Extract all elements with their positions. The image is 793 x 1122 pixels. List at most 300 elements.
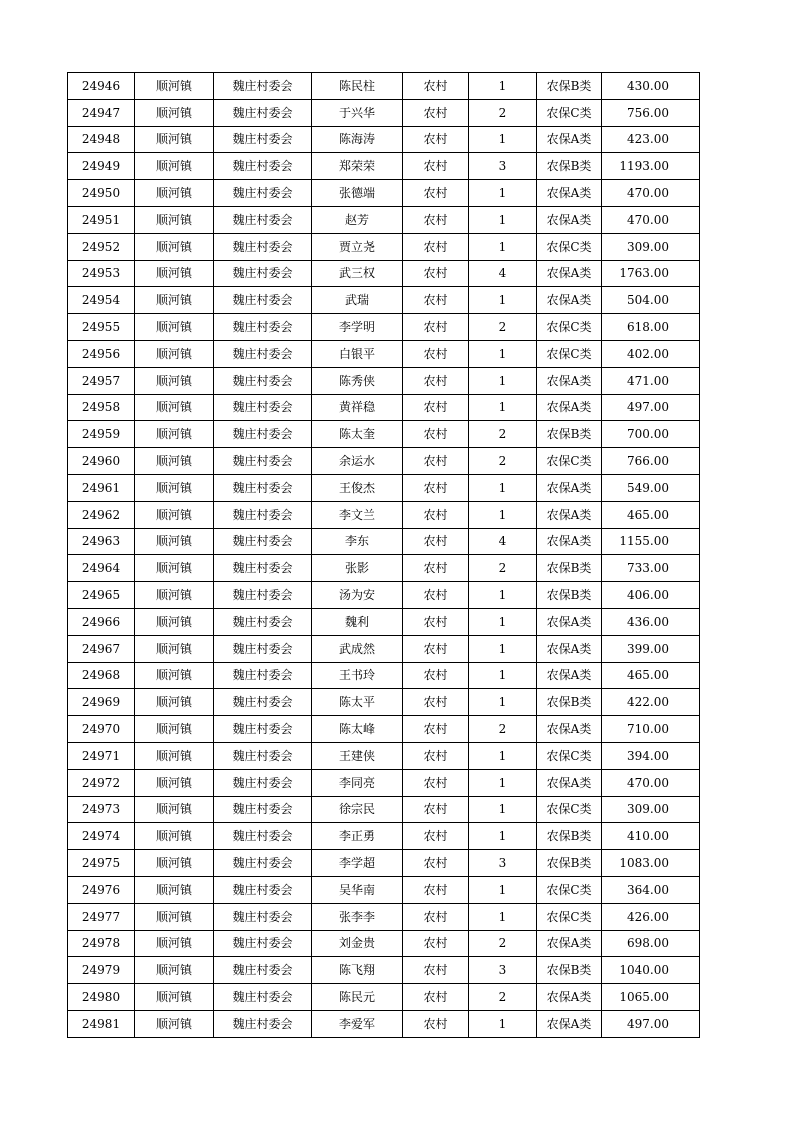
record-id-cell: 24964 (68, 555, 135, 582)
area-type-cell: 农村 (403, 99, 469, 126)
table-row (68, 367, 700, 394)
amount-cell: 436.00 (602, 608, 700, 635)
person-name-cell: 刘金贵 (312, 930, 403, 957)
area-type-cell: 农村 (403, 260, 469, 287)
insurance-category-cell: 农保B类 (537, 421, 602, 448)
insurance-category-cell: 农保A类 (537, 206, 602, 233)
village-committee-cell: 魏庄村委会 (214, 394, 312, 421)
household-count-cell: 1 (469, 662, 537, 689)
insurance-category-cell: 农保A类 (537, 662, 602, 689)
person-name-cell: 白银平 (312, 340, 403, 367)
person-name-cell: 李东 (312, 528, 403, 555)
table-row (68, 394, 700, 421)
record-id-cell: 24958 (68, 394, 135, 421)
insurance-category-cell: 农保A类 (537, 1010, 602, 1037)
household-count-cell: 1 (469, 742, 537, 769)
household-count-cell: 4 (469, 528, 537, 555)
insurance-category-cell: 农保C类 (537, 340, 602, 367)
table-row (68, 689, 700, 716)
area-type-cell: 农村 (403, 957, 469, 984)
household-count-cell: 1 (469, 903, 537, 930)
household-count-cell: 1 (469, 126, 537, 153)
town-cell: 顺河镇 (135, 394, 214, 421)
insurance-category-cell: 农保C类 (537, 233, 602, 260)
insurance-category-cell: 农保B类 (537, 153, 602, 180)
table-row (68, 769, 700, 796)
amount-cell: 756.00 (602, 99, 700, 126)
area-type-cell: 农村 (403, 314, 469, 341)
area-type-cell: 农村 (403, 930, 469, 957)
amount-cell: 402.00 (602, 340, 700, 367)
area-type-cell: 农村 (403, 769, 469, 796)
amount-cell: 394.00 (602, 742, 700, 769)
insurance-category-cell: 农保C类 (537, 448, 602, 475)
village-committee-cell: 魏庄村委会 (214, 957, 312, 984)
amount-cell: 733.00 (602, 555, 700, 582)
area-type-cell: 农村 (403, 421, 469, 448)
record-id-cell: 24971 (68, 742, 135, 769)
table-row (68, 930, 700, 957)
household-count-cell: 1 (469, 796, 537, 823)
insurance-category-cell: 农保A类 (537, 126, 602, 153)
household-count-cell: 2 (469, 984, 537, 1011)
town-cell: 顺河镇 (135, 823, 214, 850)
amount-cell: 710.00 (602, 716, 700, 743)
insurance-category-cell: 农保C类 (537, 742, 602, 769)
amount-cell: 430.00 (602, 73, 700, 100)
record-id-cell: 24959 (68, 421, 135, 448)
household-count-cell: 1 (469, 367, 537, 394)
table-row (68, 73, 700, 100)
person-name-cell: 陈民元 (312, 984, 403, 1011)
household-count-cell: 1 (469, 635, 537, 662)
area-type-cell: 农村 (403, 689, 469, 716)
town-cell: 顺河镇 (135, 180, 214, 207)
table-row (68, 448, 700, 475)
village-committee-cell: 魏庄村委会 (214, 206, 312, 233)
household-count-cell: 4 (469, 260, 537, 287)
record-id-cell: 24963 (68, 528, 135, 555)
record-id-cell: 24957 (68, 367, 135, 394)
town-cell: 顺河镇 (135, 850, 214, 877)
person-name-cell: 李同亮 (312, 769, 403, 796)
person-name-cell: 赵芳 (312, 206, 403, 233)
amount-cell: 549.00 (602, 474, 700, 501)
person-name-cell: 黄祥稳 (312, 394, 403, 421)
amount-cell: 700.00 (602, 421, 700, 448)
record-id-cell: 24961 (68, 474, 135, 501)
area-type-cell: 农村 (403, 876, 469, 903)
table-row (68, 260, 700, 287)
record-id-cell: 24972 (68, 769, 135, 796)
insurance-category-cell: 农保B类 (537, 689, 602, 716)
person-name-cell: 于兴华 (312, 99, 403, 126)
household-count-cell: 1 (469, 876, 537, 903)
record-id-cell: 24974 (68, 823, 135, 850)
town-cell: 顺河镇 (135, 367, 214, 394)
household-count-cell: 1 (469, 394, 537, 421)
town-cell: 顺河镇 (135, 608, 214, 635)
table-row (68, 555, 700, 582)
village-committee-cell: 魏庄村委会 (214, 126, 312, 153)
insurance-category-cell: 农保A类 (537, 260, 602, 287)
village-committee-cell: 魏庄村委会 (214, 582, 312, 609)
town-cell: 顺河镇 (135, 903, 214, 930)
household-count-cell: 2 (469, 99, 537, 126)
village-committee-cell: 魏庄村委会 (214, 716, 312, 743)
town-cell: 顺河镇 (135, 555, 214, 582)
village-committee-cell: 魏庄村委会 (214, 99, 312, 126)
record-id-cell: 24965 (68, 582, 135, 609)
area-type-cell: 农村 (403, 448, 469, 475)
amount-cell: 309.00 (602, 233, 700, 260)
household-count-cell: 1 (469, 206, 537, 233)
insurance-category-cell: 农保B类 (537, 957, 602, 984)
insurance-category-cell: 农保C类 (537, 314, 602, 341)
record-id-cell: 24949 (68, 153, 135, 180)
table-row (68, 608, 700, 635)
person-name-cell: 陈太奎 (312, 421, 403, 448)
town-cell: 顺河镇 (135, 448, 214, 475)
area-type-cell: 农村 (403, 555, 469, 582)
record-id-cell: 24973 (68, 796, 135, 823)
village-committee-cell: 魏庄村委会 (214, 823, 312, 850)
insurance-category-cell: 农保C类 (537, 876, 602, 903)
village-committee-cell: 魏庄村委会 (214, 662, 312, 689)
table-row (68, 126, 700, 153)
town-cell: 顺河镇 (135, 153, 214, 180)
town-cell: 顺河镇 (135, 233, 214, 260)
amount-cell: 406.00 (602, 582, 700, 609)
household-count-cell: 2 (469, 555, 537, 582)
area-type-cell: 农村 (403, 742, 469, 769)
town-cell: 顺河镇 (135, 474, 214, 501)
insurance-category-cell: 农保A类 (537, 984, 602, 1011)
record-id-cell: 24950 (68, 180, 135, 207)
amount-cell: 399.00 (602, 635, 700, 662)
village-committee-cell: 魏庄村委会 (214, 903, 312, 930)
person-name-cell: 吴华南 (312, 876, 403, 903)
town-cell: 顺河镇 (135, 957, 214, 984)
table-row (68, 957, 700, 984)
area-type-cell: 农村 (403, 903, 469, 930)
amount-cell: 465.00 (602, 501, 700, 528)
insurance-category-cell: 农保A类 (537, 716, 602, 743)
person-name-cell: 陈太平 (312, 689, 403, 716)
insurance-category-cell: 农保A类 (537, 528, 602, 555)
insurance-category-cell: 农保B类 (537, 850, 602, 877)
record-id-cell: 24954 (68, 287, 135, 314)
table-row (68, 314, 700, 341)
person-name-cell: 李爱军 (312, 1010, 403, 1037)
village-committee-cell: 魏庄村委会 (214, 742, 312, 769)
household-count-cell: 1 (469, 474, 537, 501)
record-id-cell: 24967 (68, 635, 135, 662)
village-committee-cell: 魏庄村委会 (214, 984, 312, 1011)
insurance-category-cell: 农保B类 (537, 823, 602, 850)
person-name-cell: 王俊杰 (312, 474, 403, 501)
records-table (67, 72, 700, 1038)
insurance-category-cell: 农保C类 (537, 796, 602, 823)
area-type-cell: 农村 (403, 340, 469, 367)
person-name-cell: 郑荣荣 (312, 153, 403, 180)
village-committee-cell: 魏庄村委会 (214, 314, 312, 341)
insurance-category-cell: 农保A类 (537, 474, 602, 501)
household-count-cell: 2 (469, 930, 537, 957)
area-type-cell: 农村 (403, 850, 469, 877)
table-row (68, 528, 700, 555)
area-type-cell: 农村 (403, 716, 469, 743)
insurance-category-cell: 农保A类 (537, 180, 602, 207)
household-count-cell: 1 (469, 340, 537, 367)
amount-cell: 470.00 (602, 769, 700, 796)
amount-cell: 1083.00 (602, 850, 700, 877)
person-name-cell: 魏利 (312, 608, 403, 635)
insurance-category-cell: 农保B类 (537, 582, 602, 609)
record-id-cell: 24948 (68, 126, 135, 153)
record-id-cell: 24966 (68, 608, 135, 635)
town-cell: 顺河镇 (135, 1010, 214, 1037)
amount-cell: 309.00 (602, 796, 700, 823)
record-id-cell: 24946 (68, 73, 135, 100)
insurance-category-cell: 农保A类 (537, 930, 602, 957)
record-id-cell: 24980 (68, 984, 135, 1011)
amount-cell: 1193.00 (602, 153, 700, 180)
town-cell: 顺河镇 (135, 421, 214, 448)
table-row (68, 287, 700, 314)
village-committee-cell: 魏庄村委会 (214, 1010, 312, 1037)
person-name-cell: 陈太峰 (312, 716, 403, 743)
record-id-cell: 24952 (68, 233, 135, 260)
town-cell: 顺河镇 (135, 206, 214, 233)
table-row (68, 903, 700, 930)
table-row (68, 823, 700, 850)
town-cell: 顺河镇 (135, 287, 214, 314)
area-type-cell: 农村 (403, 608, 469, 635)
records-table-body (68, 73, 700, 1038)
person-name-cell: 陈民柱 (312, 73, 403, 100)
area-type-cell: 农村 (403, 662, 469, 689)
record-id-cell: 24962 (68, 501, 135, 528)
amount-cell: 470.00 (602, 180, 700, 207)
record-id-cell: 24975 (68, 850, 135, 877)
town-cell: 顺河镇 (135, 340, 214, 367)
amount-cell: 1040.00 (602, 957, 700, 984)
person-name-cell: 李学明 (312, 314, 403, 341)
table-row (68, 340, 700, 367)
amount-cell: 618.00 (602, 314, 700, 341)
person-name-cell: 武三权 (312, 260, 403, 287)
household-count-cell: 1 (469, 233, 537, 260)
area-type-cell: 农村 (403, 582, 469, 609)
area-type-cell: 农村 (403, 206, 469, 233)
town-cell: 顺河镇 (135, 73, 214, 100)
table-row (68, 984, 700, 1011)
table-row (68, 206, 700, 233)
village-committee-cell: 魏庄村委会 (214, 876, 312, 903)
amount-cell: 1763.00 (602, 260, 700, 287)
town-cell: 顺河镇 (135, 716, 214, 743)
person-name-cell: 李正勇 (312, 823, 403, 850)
amount-cell: 1155.00 (602, 528, 700, 555)
area-type-cell: 农村 (403, 984, 469, 1011)
area-type-cell: 农村 (403, 126, 469, 153)
insurance-category-cell: 农保C类 (537, 903, 602, 930)
person-name-cell: 张德端 (312, 180, 403, 207)
person-name-cell: 王建侠 (312, 742, 403, 769)
amount-cell: 1065.00 (602, 984, 700, 1011)
person-name-cell: 王书玲 (312, 662, 403, 689)
area-type-cell: 农村 (403, 796, 469, 823)
person-name-cell: 徐宗民 (312, 796, 403, 823)
area-type-cell: 农村 (403, 287, 469, 314)
table-row (68, 1010, 700, 1037)
person-name-cell: 贾立尧 (312, 233, 403, 260)
town-cell: 顺河镇 (135, 984, 214, 1011)
record-id-cell: 24955 (68, 314, 135, 341)
village-committee-cell: 魏庄村委会 (214, 448, 312, 475)
town-cell: 顺河镇 (135, 528, 214, 555)
amount-cell: 504.00 (602, 287, 700, 314)
household-count-cell: 2 (469, 716, 537, 743)
village-committee-cell: 魏庄村委会 (214, 689, 312, 716)
household-count-cell: 2 (469, 314, 537, 341)
household-count-cell: 1 (469, 823, 537, 850)
table-row (68, 716, 700, 743)
person-name-cell: 李文兰 (312, 501, 403, 528)
village-committee-cell: 魏庄村委会 (214, 153, 312, 180)
person-name-cell: 李学超 (312, 850, 403, 877)
amount-cell: 410.00 (602, 823, 700, 850)
household-count-cell: 1 (469, 582, 537, 609)
village-committee-cell: 魏庄村委会 (214, 367, 312, 394)
area-type-cell: 农村 (403, 153, 469, 180)
record-id-cell: 24978 (68, 930, 135, 957)
record-id-cell: 24977 (68, 903, 135, 930)
household-count-cell: 1 (469, 608, 537, 635)
village-committee-cell: 魏庄村委会 (214, 474, 312, 501)
amount-cell: 465.00 (602, 662, 700, 689)
record-id-cell: 24969 (68, 689, 135, 716)
table-row (68, 474, 700, 501)
area-type-cell: 农村 (403, 73, 469, 100)
table-row (68, 876, 700, 903)
amount-cell: 426.00 (602, 903, 700, 930)
amount-cell: 470.00 (602, 206, 700, 233)
village-committee-cell: 魏庄村委会 (214, 233, 312, 260)
household-count-cell: 1 (469, 689, 537, 716)
record-id-cell: 24947 (68, 99, 135, 126)
table-row (68, 662, 700, 689)
town-cell: 顺河镇 (135, 662, 214, 689)
household-count-cell: 1 (469, 769, 537, 796)
area-type-cell: 农村 (403, 823, 469, 850)
amount-cell: 698.00 (602, 930, 700, 957)
village-committee-cell: 魏庄村委会 (214, 850, 312, 877)
village-committee-cell: 魏庄村委会 (214, 501, 312, 528)
household-count-cell: 3 (469, 153, 537, 180)
amount-cell: 422.00 (602, 689, 700, 716)
town-cell: 顺河镇 (135, 582, 214, 609)
amount-cell: 497.00 (602, 394, 700, 421)
town-cell: 顺河镇 (135, 99, 214, 126)
table-row (68, 796, 700, 823)
record-id-cell: 24979 (68, 957, 135, 984)
town-cell: 顺河镇 (135, 260, 214, 287)
household-count-cell: 1 (469, 287, 537, 314)
person-name-cell: 武成然 (312, 635, 403, 662)
insurance-category-cell: 农保A类 (537, 367, 602, 394)
insurance-category-cell: 农保A类 (537, 635, 602, 662)
village-committee-cell: 魏庄村委会 (214, 796, 312, 823)
table-row (68, 180, 700, 207)
household-count-cell: 3 (469, 850, 537, 877)
area-type-cell: 农村 (403, 233, 469, 260)
insurance-category-cell: 农保C类 (537, 99, 602, 126)
table-row (68, 421, 700, 448)
record-id-cell: 24960 (68, 448, 135, 475)
person-name-cell: 张李李 (312, 903, 403, 930)
amount-cell: 497.00 (602, 1010, 700, 1037)
town-cell: 顺河镇 (135, 796, 214, 823)
table-row (68, 99, 700, 126)
amount-cell: 471.00 (602, 367, 700, 394)
record-id-cell: 24970 (68, 716, 135, 743)
person-name-cell: 余运水 (312, 448, 403, 475)
town-cell: 顺河镇 (135, 314, 214, 341)
table-row (68, 635, 700, 662)
insurance-category-cell: 农保A类 (537, 608, 602, 635)
household-count-cell: 2 (469, 421, 537, 448)
table-row (68, 850, 700, 877)
insurance-category-cell: 农保A类 (537, 769, 602, 796)
table-row (68, 153, 700, 180)
amount-cell: 766.00 (602, 448, 700, 475)
village-committee-cell: 魏庄村委会 (214, 287, 312, 314)
table-row (68, 582, 700, 609)
record-id-cell: 24953 (68, 260, 135, 287)
village-committee-cell: 魏庄村委会 (214, 73, 312, 100)
person-name-cell: 陈飞翔 (312, 957, 403, 984)
record-id-cell: 24968 (68, 662, 135, 689)
record-id-cell: 24976 (68, 876, 135, 903)
table-row (68, 501, 700, 528)
amount-cell: 364.00 (602, 876, 700, 903)
amount-cell: 423.00 (602, 126, 700, 153)
town-cell: 顺河镇 (135, 689, 214, 716)
town-cell: 顺河镇 (135, 876, 214, 903)
town-cell: 顺河镇 (135, 501, 214, 528)
table-row (68, 742, 700, 769)
area-type-cell: 农村 (403, 367, 469, 394)
town-cell: 顺河镇 (135, 742, 214, 769)
town-cell: 顺河镇 (135, 126, 214, 153)
area-type-cell: 农村 (403, 528, 469, 555)
insurance-category-cell: 农保B类 (537, 555, 602, 582)
insurance-category-cell: 农保B类 (537, 73, 602, 100)
town-cell: 顺河镇 (135, 635, 214, 662)
household-count-cell: 2 (469, 448, 537, 475)
person-name-cell: 武瑞 (312, 287, 403, 314)
village-committee-cell: 魏庄村委会 (214, 635, 312, 662)
town-cell: 顺河镇 (135, 930, 214, 957)
person-name-cell: 汤为安 (312, 582, 403, 609)
insurance-category-cell: 农保A类 (537, 287, 602, 314)
record-id-cell: 24981 (68, 1010, 135, 1037)
town-cell: 顺河镇 (135, 769, 214, 796)
household-count-cell: 1 (469, 180, 537, 207)
insurance-category-cell: 农保A类 (537, 501, 602, 528)
